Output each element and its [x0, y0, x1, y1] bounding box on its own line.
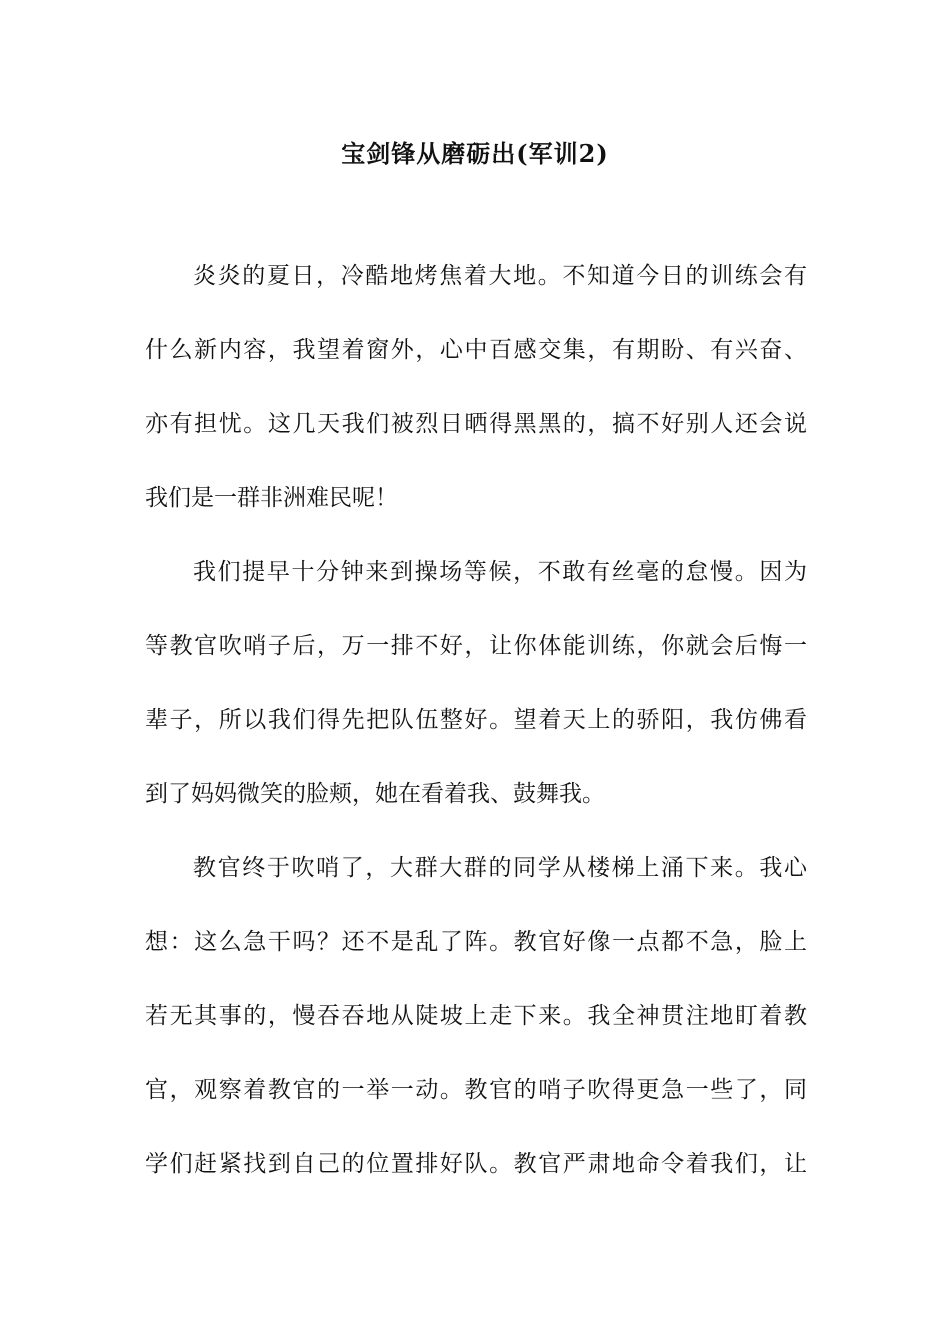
- paragraph-1-line-1: 炎炎的夏日，冷酷地烤焦着大地。不知道今日的训练会有: [193, 263, 807, 289]
- paragraph-3-line-3: 若无其事的，慢吞吞地从陡坡上走下来。我全神贯注地盯着教: [145, 1003, 807, 1029]
- document-title: 宝剑锋从磨砺出(军训2): [341, 139, 609, 168]
- document-body: [145, 253, 807, 1215]
- paragraph-3-line-5: 学们赶紧找到自己的位置排好队。教官严肃地命令着我们，让: [145, 1151, 807, 1177]
- paragraph-2-line-4: 到了妈妈微笑的脸颊，她在看着我、鼓舞我。: [145, 781, 605, 807]
- paragraph-1-line-2: 什么新内容，我望着窗外，心中百感交集，有期盼、有兴奋、: [145, 337, 807, 363]
- paragraph-2-line-1: 我们提早十分钟来到操场等候，不敢有丝毫的怠慢。因为: [193, 559, 807, 585]
- paragraph-1-line-3: 亦有担忧。这几天我们被烈日晒得黑黑的，搞不好别人还会说: [145, 411, 807, 437]
- paragraph-3-line-2: 想：这么急干吗？还不是乱了阵。教官好像一点都不急，脸上: [145, 929, 807, 955]
- paragraph-2-line-3: 辈子，所以我们得先把队伍整好。望着天上的骄阳，我仿佛看: [145, 707, 807, 733]
- paragraph-2-line-2: 等教官吹哨子后，万一排不好，让你体能训练，你就会后悔一: [145, 633, 807, 659]
- paragraph-3-line-1: 教官终于吹哨了，大群大群的同学从楼梯上涌下来。我心: [193, 855, 807, 881]
- paragraph-3-line-4: 官，观察着教官的一举一动。教官的哨子吹得更急一些了，同: [145, 1077, 807, 1103]
- paragraph-1-line-4: 我们是一群非洲难民呢！: [145, 485, 398, 511]
